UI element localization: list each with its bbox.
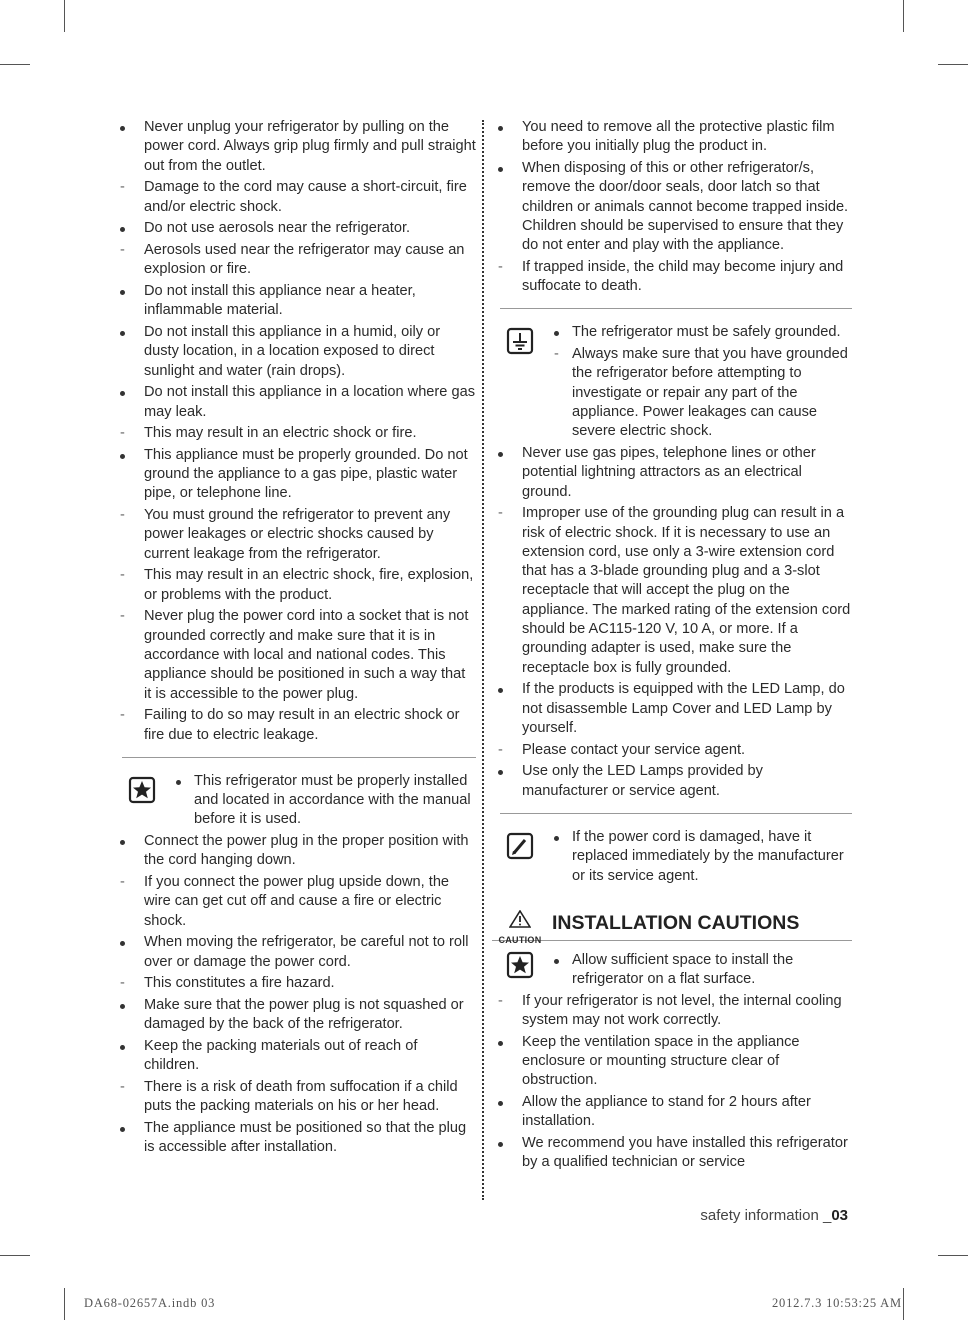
note-note (492, 828, 852, 886)
bullet-icon (120, 323, 134, 342)
bullet-icon (498, 1134, 512, 1153)
list-item (114, 282, 476, 321)
dash-icon: - (120, 179, 125, 196)
note-star-list (174, 772, 476, 830)
item-text: Never unplug your refrigerator by pulling on the power cord. Always grip plug firmly and pull straight out from the outlet. (144, 119, 476, 174)
dash-icon: - (498, 992, 503, 1009)
sub-item (114, 424, 476, 443)
item-text: If the power cord is damaged, have it replaced immediately by the manufacturer or its service agent. (572, 828, 844, 884)
sub-item (114, 873, 476, 931)
dash-icon: - (120, 507, 125, 524)
list-item (492, 762, 852, 801)
item-text: Do not install this appliance in a location where gas may leak. (144, 384, 475, 420)
list-item (492, 444, 852, 502)
dash-icon: - (554, 346, 559, 363)
item-text: Damage to the cord may cause a short-circuit, fire and/or electric shock. (144, 179, 467, 215)
crop-mark (64, 0, 65, 32)
list-item (114, 996, 476, 1035)
sub-item (114, 178, 476, 217)
slug-file: DA68-02657A.indb 03 (84, 1296, 216, 1310)
item-text: Never plug the power cord into a socket that is not grounded correctly and make sure that it is in accordance with local and national codes. This appliance should be positioned in such a way that it is accessible to the power plug. (144, 608, 469, 702)
crop-mark (903, 1288, 904, 1320)
bullet-icon (554, 323, 568, 342)
bullet-icon (498, 159, 512, 178)
bullet-icon (120, 446, 134, 465)
item-text: The appliance must be positioned so that the plug is accessible after installation. (144, 1120, 467, 1156)
bullet-icon (120, 933, 134, 952)
list-item (552, 323, 852, 342)
star-note-icon (506, 951, 534, 979)
list-item (114, 1119, 476, 1158)
bullet-icon (176, 772, 190, 791)
list-item (114, 323, 476, 381)
sub-item (114, 1078, 476, 1117)
note-star2-list (552, 951, 852, 990)
item-text: Please contact your service agent. (522, 741, 746, 758)
note-pencil-icon (506, 832, 534, 860)
sub-item (552, 345, 852, 441)
item-text: If trapped inside, the child may become injury and suffocate to death. (522, 258, 844, 295)
sub-item (114, 974, 476, 993)
page-footer (620, 1207, 848, 1224)
dash-icon: - (120, 425, 125, 442)
bullet-icon (498, 762, 512, 781)
list-item (492, 1033, 852, 1091)
item-text: If the products is equipped with the LED Lamp, do not disassemble Lamp Cover and LED Lamp by yourself. (522, 681, 845, 736)
item-text: If your refrigerator is not level, the internal cooling system may not work correctly. (522, 992, 842, 1029)
sub-item (114, 241, 476, 280)
bullet-icon (498, 680, 512, 699)
bullet-icon (498, 444, 512, 463)
right-list-b (492, 444, 852, 801)
item-text: This refrigerator must be properly installed and located in accordance with the manual before it is used. (194, 772, 471, 828)
bullet-icon (554, 828, 568, 847)
footer-page-number: 03 (831, 1207, 848, 1224)
item-text: This may result in an electric shock or fire. (144, 425, 417, 442)
item-text: Connect the power plug in the proper position with the cord hanging down. (144, 833, 469, 869)
list-item (492, 1093, 852, 1132)
sub-item (492, 992, 852, 1031)
item-text: Always make sure that you have grounded the refrigerator before attempting to investigate or repair any part of the appliance. Power leakages can cause severe electric shock. (572, 346, 848, 440)
note-note-list (552, 828, 852, 886)
item-text: There is a risk of death from suffocation if a child puts the packing materials on his or her head. (144, 1079, 458, 1115)
sub-item (114, 706, 476, 745)
crop-mark (938, 64, 968, 65)
list-item (114, 383, 476, 422)
dash-icon: - (498, 505, 503, 522)
right-column (492, 118, 852, 1175)
column-divider (482, 120, 484, 1200)
dash-icon: - (120, 567, 125, 584)
bullet-icon (498, 118, 512, 137)
list-item (492, 680, 852, 738)
slug-timestamp: 2012.7.3 10:53:25 AM (772, 1296, 902, 1310)
bullet-icon (120, 219, 134, 238)
right-list-c (492, 992, 852, 1173)
note-rule (500, 308, 852, 309)
dash-icon: - (120, 874, 125, 891)
item-text: Improper use of the grounding plug can result in a risk of electric shock. If it is necessary to use an extension cord, use only a 3-wire extension cord that has a 3-blade grounding plug and a 3-slot receptacle that will accept the plug on the appliance. The marked rating of the extension cord should be AC115-120 V, 10 A, or more. If a grounding adapter is used, make sure the receptacle box is fully grounded. (522, 505, 851, 676)
crop-mark (0, 1255, 30, 1256)
sub-item (492, 258, 852, 297)
dash-icon: - (120, 707, 125, 724)
crop-mark (938, 1255, 968, 1256)
note-star-2 (492, 951, 852, 990)
bullet-icon (120, 282, 134, 301)
grounding-icon (506, 327, 534, 355)
sub-item (492, 504, 852, 678)
dash-icon: - (498, 741, 503, 758)
caution-badge (496, 910, 544, 951)
note-rule (500, 813, 852, 814)
bullet-icon (120, 118, 134, 137)
item-text: Do not install this appliance in a humid, oily or dusty location, in a location exposed to direct sunlight and water (rain drops). (144, 323, 441, 379)
list-item (114, 219, 476, 238)
dash-icon: - (498, 258, 503, 275)
dash-icon: - (120, 1079, 125, 1096)
item-text: Never use gas pipes, telephone lines or other potential lightning attractors as an electrical ground. (522, 445, 816, 500)
crop-mark (903, 0, 904, 32)
item-text: Make sure that the power plug is not squashed or damaged by the back of the refrigerator. (144, 997, 464, 1033)
bullet-icon (120, 1037, 134, 1056)
bullet-icon (554, 951, 568, 970)
item-text: You must ground the refrigerator to prevent any power leakages or electric shocks caused by current leakage from the refrigerator. (144, 507, 451, 562)
right-list-a (492, 118, 852, 296)
item-text: Allow the appliance to stand for 2 hours after installation. (522, 1094, 811, 1130)
bullet-icon (120, 832, 134, 851)
list-item (492, 118, 852, 157)
crop-mark (0, 64, 30, 65)
list-item (492, 159, 852, 255)
bullet-icon (498, 1093, 512, 1112)
item-text: This constitutes a fire hazard. (144, 975, 335, 992)
list-item (552, 828, 852, 886)
note-rule (122, 757, 476, 758)
crop-mark (64, 1288, 65, 1320)
list-item (552, 951, 852, 990)
item-text: Keep the ventilation space in the appliance enclosure or mounting structure clear of obstruction. (522, 1033, 800, 1089)
item-text: Do not install this appliance near a heater, inflammable material. (144, 282, 416, 319)
list-item (174, 772, 476, 830)
list-item (114, 832, 476, 871)
note-ground (492, 323, 852, 441)
dash-icon: - (120, 608, 125, 625)
left-list-b (114, 832, 476, 1157)
sub-item (114, 607, 476, 703)
item-text: Keep the packing materials out of reach of children. (144, 1038, 418, 1074)
star-note-icon (128, 776, 156, 804)
item-text: The refrigerator must be safely grounded. (572, 324, 841, 341)
item-text: You need to remove all the protective plastic film before you initially plug the product in. (522, 119, 835, 155)
caution-label: CAUTION (498, 935, 542, 946)
bullet-icon (120, 1119, 134, 1138)
bullet-icon (120, 996, 134, 1015)
item-text: If you connect the power plug upside down, the wire can get cut off and cause a fire or electric shock. (144, 874, 450, 929)
caution-triangle-icon (509, 910, 531, 928)
item-text: This appliance must be properly grounded. Do not ground the appliance to a gas pipe, plastic water pipe, or telephone line. (144, 446, 468, 502)
item-text: Aerosols used near the refrigerator may cause an explosion or fire. (144, 241, 465, 278)
list-item (114, 1037, 476, 1076)
note-star (114, 772, 476, 830)
list-item (492, 1134, 852, 1173)
item-text: Do not use aerosols near the refrigerator. (144, 220, 411, 237)
section-heading (492, 906, 852, 946)
dash-icon: - (120, 241, 125, 258)
item-text: When disposing of this or other refrigerator/s, remove the door/door seals, door latch so that children or animals cannot become trapped inside. Children should be supervised to ensure that they do not enter and play with the appliance. (522, 159, 849, 254)
item-text: Allow sufficient space to install the refrigerator on a flat surface. (572, 951, 794, 988)
list-item (114, 933, 476, 972)
note-ground-list (552, 323, 852, 441)
footer-section: safety information _ (700, 1207, 832, 1224)
item-text: We recommend you have installed this refrigerator by a qualified technician or service (522, 1135, 848, 1171)
item-text: When moving the refrigerator, be careful not to roll over or damage the power cord. (144, 934, 469, 970)
item-text: This may result in an electric shock, fire, explosion, or problems with the product. (144, 567, 474, 603)
sub-item (114, 566, 476, 605)
dash-icon: - (120, 975, 125, 992)
bullet-icon (498, 1033, 512, 1052)
section-title: INSTALLATION CAUTIONS (552, 911, 800, 934)
item-text: Use only the LED Lamps provided by manufacturer or service agent. (522, 763, 763, 799)
list-item (114, 118, 476, 176)
list-item (114, 446, 476, 504)
left-column (114, 118, 476, 1160)
sub-item (114, 506, 476, 564)
item-text: Failing to do so may result in an electric shock or fire due to electric leakage. (144, 707, 460, 743)
sub-item (492, 741, 852, 760)
bullet-icon (120, 383, 134, 402)
left-list-a (114, 118, 476, 745)
